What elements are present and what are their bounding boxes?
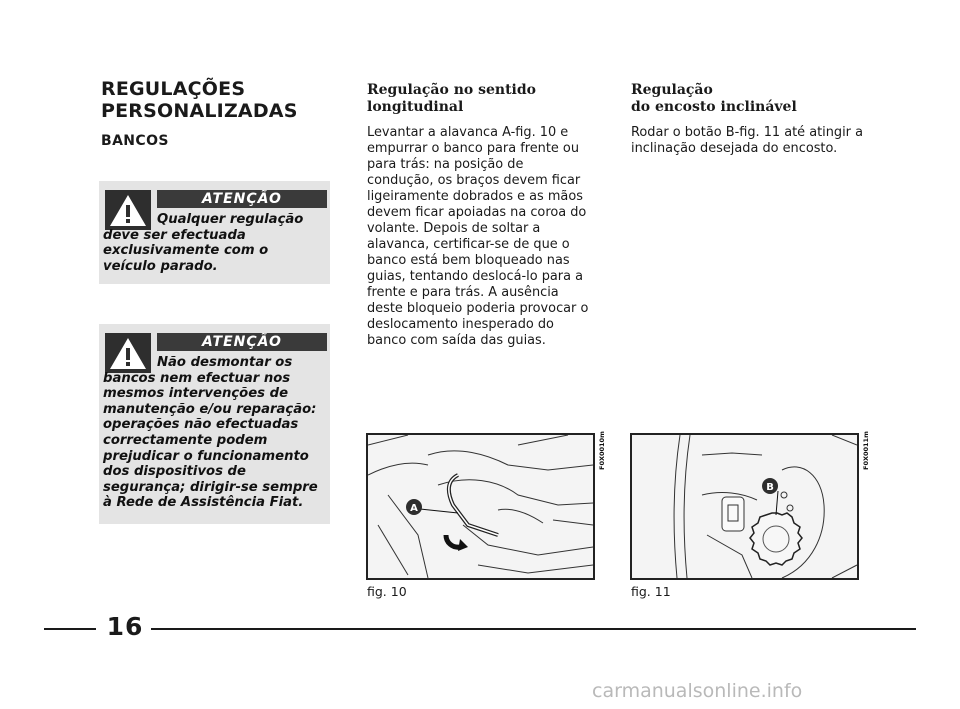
figure-11-code: F0X0011m (862, 431, 870, 470)
watermark: carmanualsonline.info (592, 680, 803, 702)
heading-line-2: longitudinal (367, 99, 464, 115)
longitudinal-adjustment-text: Levantar a alavanca A-fig. 10 e empurrar o banco para frente ou para trás: na posição de condução, os braços devem ficar ligeiramente dobrados e as mãos devem ficar apoiadas na coroa do volante. Depois de soltar a alavanca, certificar-se de que o banco está bem bloqueado nas guias, tentando deslocá-lo para a frente e para trás. A ausência deste bloqueio poderia provocar o deslocamento inesperado do banco com saída das guias. (367, 125, 589, 348)
backrest-knob-drawing (632, 435, 857, 578)
heading-line-2: do encosto inclinável (631, 99, 797, 115)
page-title-line-2: PERSONALIZADAS (101, 100, 298, 122)
page-title-line-1: REGULAÇÕES (101, 78, 246, 100)
page-number: 16 (106, 612, 144, 641)
section-title: BANCOS (101, 133, 169, 149)
figure-label-a: A (410, 503, 418, 514)
footer-rule-right (151, 628, 916, 630)
footer-rule-left (44, 628, 96, 630)
backrest-adjustment-heading (631, 82, 861, 116)
figure-11-illustration (630, 433, 859, 580)
backrest-adjustment-text: Rodar o botão B-fig. 11 até atingir a inclinação desejada do encosto. (631, 125, 863, 156)
warning-box-2 (99, 324, 330, 524)
warning-text: Qualquer regulação deve ser efectuada exclusivamente com o veículo parado. (103, 212, 304, 274)
heading-line-1: Regulação no sentido (367, 82, 536, 98)
seat-lever-drawing (368, 435, 593, 578)
figure-10-illustration (366, 433, 595, 580)
page-title (101, 78, 341, 122)
warning-header: ATENÇÃO (157, 333, 327, 351)
heading-line-1: Regulação (631, 82, 713, 98)
figure-label-b: B (766, 482, 774, 493)
warning-header: ATENÇÃO (157, 190, 327, 208)
figure-10-caption: fig. 10 (367, 584, 407, 599)
figure-11-caption: fig. 11 (631, 584, 671, 599)
longitudinal-adjustment-heading (367, 82, 597, 116)
figure-10-code: F0X0010m (598, 431, 606, 470)
warning-text: Não desmontar os bancos nem efectuar nos mesmos intervenções de manutenção e/ou reparação: operações não efectuadas correctamente podem prejudicar o funcionamento dos dispositivos de segurança; dirigir-se sempre à Rede de Assistência Fiat. (103, 355, 318, 511)
warning-box-1 (99, 181, 330, 284)
